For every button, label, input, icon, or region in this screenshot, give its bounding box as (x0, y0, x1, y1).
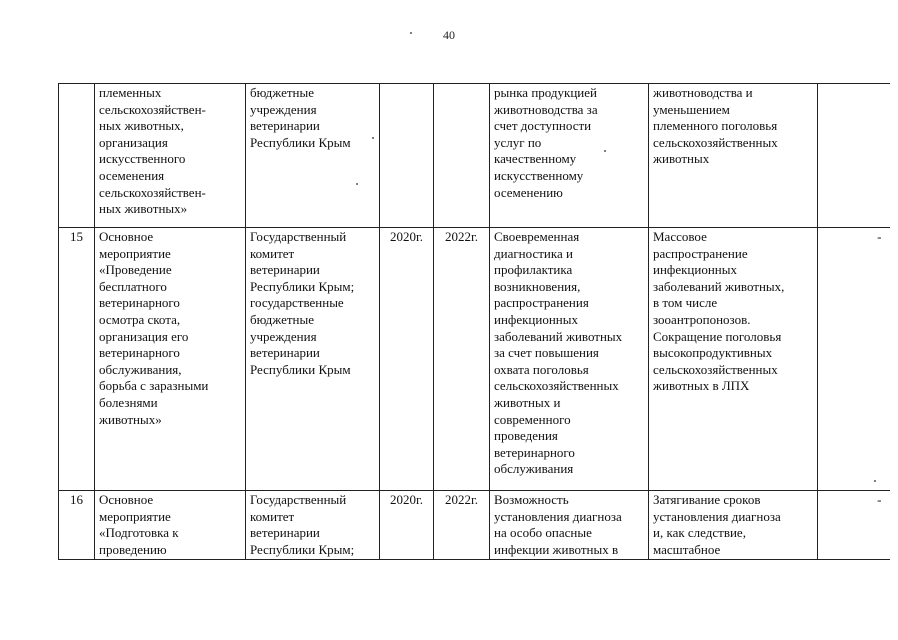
link-cell: - (818, 228, 890, 491)
event-text-line: животных» (99, 411, 162, 427)
start-year-cell: 2020г. (380, 491, 434, 560)
executor-text-line: Государственный (250, 492, 347, 507)
event-text-line: болезнями (99, 394, 158, 410)
event-text-line: искусственного (99, 151, 186, 167)
event-text-line: племенных (99, 85, 162, 100)
event-text-line: ных животных» (99, 201, 188, 217)
result-text-line: счет доступности (494, 118, 592, 134)
consequence-text-line: племенного поголовья (653, 118, 778, 134)
event-text-line: организация его (99, 328, 189, 344)
scan-speck (604, 150, 606, 152)
result-text-line: осеменению (494, 184, 563, 200)
event-text-line: ветеринарного (99, 295, 180, 311)
consequence-cell (649, 84, 818, 228)
executor-text-line: Республики Крым; (250, 541, 355, 557)
consequence-cell (649, 491, 818, 560)
table-row (59, 84, 890, 228)
consequence-text-line: Затягивание сроков (653, 492, 761, 507)
event-cell (95, 228, 246, 491)
consequence-text-line: установления диагноза (653, 508, 781, 524)
event-text-line: обслуживания, (99, 361, 182, 377)
event-text-line: бесплатного (99, 278, 167, 294)
executor-text-line: Республики Крым; (250, 278, 355, 294)
consequence-text-line: животноводства и (653, 85, 753, 100)
event-text-line: организация (99, 134, 168, 150)
result-text-line: искусственному (494, 167, 584, 183)
result-text-line: установления диагноза (494, 508, 622, 524)
executor-text-line: бюджетные (250, 85, 315, 100)
result-text-line: охвата поголовья (494, 361, 589, 377)
expected-result-cell (490, 228, 649, 491)
consequence-text-line: уменьшением (653, 101, 730, 117)
consequence-text-line: в том числе (653, 295, 718, 311)
event-text-line: Основное (99, 229, 154, 244)
result-text-line: услуг по (494, 134, 542, 150)
result-text-line: Своевременная (494, 229, 580, 244)
table-row (59, 491, 890, 560)
consequence-text-line: зооантропонозов. (653, 311, 751, 327)
event-text-line: осеменения (99, 167, 165, 183)
event-text-line: «Подготовка к (99, 525, 179, 541)
event-text-line: борьба с заразными (99, 378, 209, 394)
executor-text-line: ветеринарии (250, 118, 320, 134)
table-row (59, 228, 890, 491)
executor-text-line: Республики Крым (250, 361, 351, 377)
result-text-line: качественному (494, 151, 577, 167)
result-text-line: заболеваний животных (494, 328, 623, 344)
event-text-line: мероприятие (99, 508, 171, 524)
result-text-line: на особо опасные (494, 525, 592, 541)
event-text-line: Основное (99, 492, 154, 507)
consequence-text-line: заболеваний животных, (653, 278, 785, 294)
consequence-text-line: Массовое (653, 229, 707, 244)
end-year-cell (434, 84, 490, 228)
consequence-text-line: сельскохозяйственных (653, 361, 778, 377)
executor-text-line: Республики Крым (250, 134, 351, 150)
executor-text-line: комитет (250, 245, 295, 261)
consequence-text-line: и, как следствие, (653, 525, 746, 541)
start-year-cell: 2020г. (380, 228, 434, 491)
row-number-cell: 15 (59, 228, 95, 491)
executor-cell (246, 228, 380, 491)
page-number: 40 (443, 28, 455, 42)
result-text-line: за счет повышения (494, 345, 599, 361)
executor-cell (246, 84, 380, 228)
result-text-line: ветеринарного (494, 444, 575, 460)
event-text-line: мероприятие (99, 245, 171, 261)
event-text-line: осмотра скота, (99, 311, 181, 327)
executor-text-line: государственные (250, 295, 344, 311)
expected-result-cell (490, 491, 649, 560)
result-text-line: рынка продукцией (494, 85, 597, 100)
event-text-line: «Проведение (99, 262, 172, 278)
end-year-cell: 2022г. (434, 228, 490, 491)
scan-speck (372, 137, 374, 139)
scan-speck (410, 32, 412, 34)
result-text-line: сельскохозяйственных (494, 378, 619, 394)
link-cell: - (818, 491, 890, 560)
link-cell (818, 84, 890, 228)
expected-result-cell (490, 84, 649, 228)
executor-text-line: комитет (250, 508, 295, 524)
event-cell (95, 84, 246, 228)
event-text-line: сельскохозяйствен- (99, 184, 206, 200)
event-text-line: сельскохозяйствен- (99, 101, 206, 117)
result-text-line: инфекционных (494, 311, 578, 327)
result-text-line: возникновения, (494, 278, 581, 294)
consequence-text-line: распространение (653, 245, 748, 261)
consequence-cell (649, 228, 818, 491)
executor-text-line: Государственный (250, 229, 347, 244)
consequence-text-line: инфекционных (653, 262, 737, 278)
result-text-line: профилактика (494, 262, 573, 278)
event-text-line: ных животных, (99, 118, 184, 134)
consequence-text-line: сельскохозяйственных (653, 134, 778, 150)
result-text-line: животных и (494, 394, 561, 410)
scan-speck (356, 183, 358, 185)
consequence-text-line: Сокращение поголовья (653, 328, 782, 344)
end-year-cell: 2022г. (434, 491, 490, 560)
row-number-cell (59, 84, 95, 228)
executor-cell (246, 491, 380, 560)
start-year-cell (380, 84, 434, 228)
result-text-line: диагностика и (494, 245, 573, 261)
executor-text-line: ветеринарии (250, 345, 320, 361)
scan-speck (874, 480, 876, 482)
program-events-table (58, 83, 890, 560)
consequence-text-line: животных (653, 151, 710, 167)
consequence-text-line: животных в ЛПХ (653, 378, 750, 394)
result-text-line: проведения (494, 428, 558, 444)
consequence-text-line: масштабное (653, 541, 721, 557)
executor-text-line: ветеринарии (250, 525, 320, 541)
event-cell (95, 491, 246, 560)
executor-text-line: учреждения (250, 101, 317, 117)
event-text-line: проведению (99, 541, 167, 557)
result-text-line: распространения (494, 295, 589, 311)
executor-text-line: учреждения (250, 328, 317, 344)
result-text-line: животноводства за (494, 101, 598, 117)
result-text-line: инфекции животных в (494, 541, 619, 557)
row-number-cell: 16 (59, 491, 95, 560)
consequence-text-line: высокопродуктивных (653, 345, 773, 361)
event-text-line: ветеринарного (99, 345, 180, 361)
result-text-line: современного (494, 411, 571, 427)
executor-text-line: бюджетные (250, 311, 315, 327)
result-text-line: Возможность (494, 492, 569, 507)
result-text-line: обслуживания (494, 461, 574, 477)
executor-text-line: ветеринарии (250, 262, 320, 278)
